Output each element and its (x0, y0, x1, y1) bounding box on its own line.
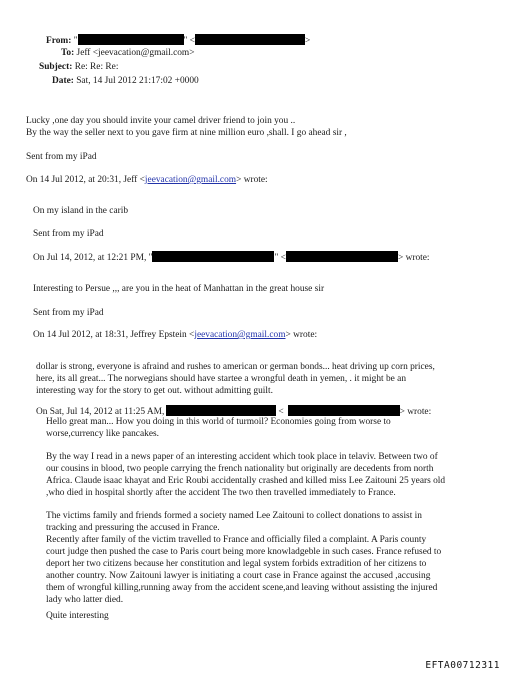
subject-row (39, 62, 118, 73)
body-line: lady who latter died. (46, 595, 124, 605)
redaction-bar (286, 251, 398, 262)
quote-header (33, 330, 317, 341)
body-line: The victims family and friends formed a society named Lee Zaitouni to collect donations to assist in (46, 511, 422, 521)
redaction-bar (152, 251, 274, 262)
subject-label: Subject: (39, 62, 73, 72)
sent-signature: Sent from my iPad (33, 229, 104, 239)
redaction-bar (78, 34, 184, 45)
closing-line: Quite interesting (46, 611, 109, 621)
body-line: them of wrongful killing,running away from the accident scene,and leaving without assisting the injured (46, 583, 438, 593)
body-line: By the way the seller next to you gave firm at nine million euro ,shall. I go ahead sir , (26, 128, 347, 138)
date-label: Date: (52, 76, 74, 86)
date-value: Sat, 14 Jul 2012 21:17:02 +0000 (76, 76, 199, 86)
quote-prefix: On 14 Jul 2012, at 18:31, Jeffrey Epstein < (33, 330, 195, 340)
quote-suffix: > wrote: (397, 253, 430, 263)
to-label: To: (61, 48, 75, 58)
quote-mid: < (278, 407, 284, 417)
body-line: our cousins in blood, two people carrying the french nationality but originally are decedents from north (46, 464, 434, 474)
body-line: ,who died in hospital shortly after the accident The two then travelled immediately to France. (46, 488, 396, 498)
sent-signature: Sent from my iPad (33, 308, 104, 318)
quote-header (33, 251, 430, 264)
body-line: Hello great man... How you doing in this world of turmoil? Economies going from worse to (46, 417, 391, 427)
redaction-bar (166, 405, 276, 416)
body-line: here, its all great... The norwegians should have startee a wrongful death in yemen, . it might be an (36, 374, 407, 384)
quote-suffix: > wrote: (399, 407, 432, 417)
body-line: By the way I read in a news paper of an interesting accident which took place in telaviv. Between two of (46, 452, 438, 462)
from-mid: " < (183, 36, 195, 46)
from-row (46, 34, 310, 47)
body-line: worse,currency like pancakes. (46, 429, 159, 439)
body-line: dollar is strong, everyone is afraind and rushes to american or german bonds... heat driving up corn prices, (36, 362, 435, 372)
subject-value: Re: Re: Re: (74, 62, 119, 72)
body-line: Recently after family of the victim travelled to France and officially filed a complaint. A Paris county (46, 535, 427, 545)
body-line: court judge then pushed the case to Paris court being more knowladgeble in such cases. France refused to (46, 547, 442, 557)
body-line: another country. Now Zaitouni lawyer is initiating a court case in France against the accused ,accusing (46, 571, 431, 581)
email-link[interactable]: jeevacation@gmail.com (194, 330, 286, 340)
body-line: Lucky ,one day you should invite your camel driver friend to join you .. (26, 116, 296, 126)
quote-prefix: On 14 Jul 2012, at 20:31, Jeff < (26, 175, 145, 185)
redaction-bar (288, 405, 400, 416)
body-line: tracking and pressuring the accused in France. (46, 523, 220, 533)
from-label: From: (46, 36, 72, 46)
quote-header (26, 175, 268, 186)
quote-suffix: > wrote: (236, 175, 268, 185)
email-link[interactable]: jeevacation@gmail.com (144, 175, 237, 185)
quote-prefix: On Sat, Jul 14, 2012 at 11:25 AM, (36, 407, 165, 417)
quote-prefix: On Jul 14, 2012, at 12:21 PM, " (33, 253, 153, 263)
sent-signature: Sent from my iPad (26, 152, 97, 162)
to-value: Jeff <jeevacation@gmail.com> (76, 48, 195, 58)
body-line: On my island in the carib (33, 206, 129, 216)
quote-mid: " < (274, 253, 286, 263)
from-open-quote: " (73, 36, 78, 46)
body-line: deport her two citizens because her constitution and legal system forbids extradition of her citizens to (46, 559, 427, 569)
body-line: Africa. Claude isaac khayat and Eric Roubi accidentally crashed and killed miss Lee Zaitouni 25 years old (46, 476, 446, 486)
redaction-bar (195, 34, 305, 45)
document-id: EFTA00712311 (425, 660, 500, 671)
body-line: interesting way for the story to get out. without admitting guilt. (36, 386, 273, 396)
body-line: Interesting to Persue ,,, are you in the heat of Manhattan in the great house sir (33, 284, 325, 294)
date-row (52, 76, 199, 87)
quote-suffix: > wrote: (285, 330, 318, 340)
to-row (61, 48, 195, 59)
from-close: > (304, 36, 311, 46)
